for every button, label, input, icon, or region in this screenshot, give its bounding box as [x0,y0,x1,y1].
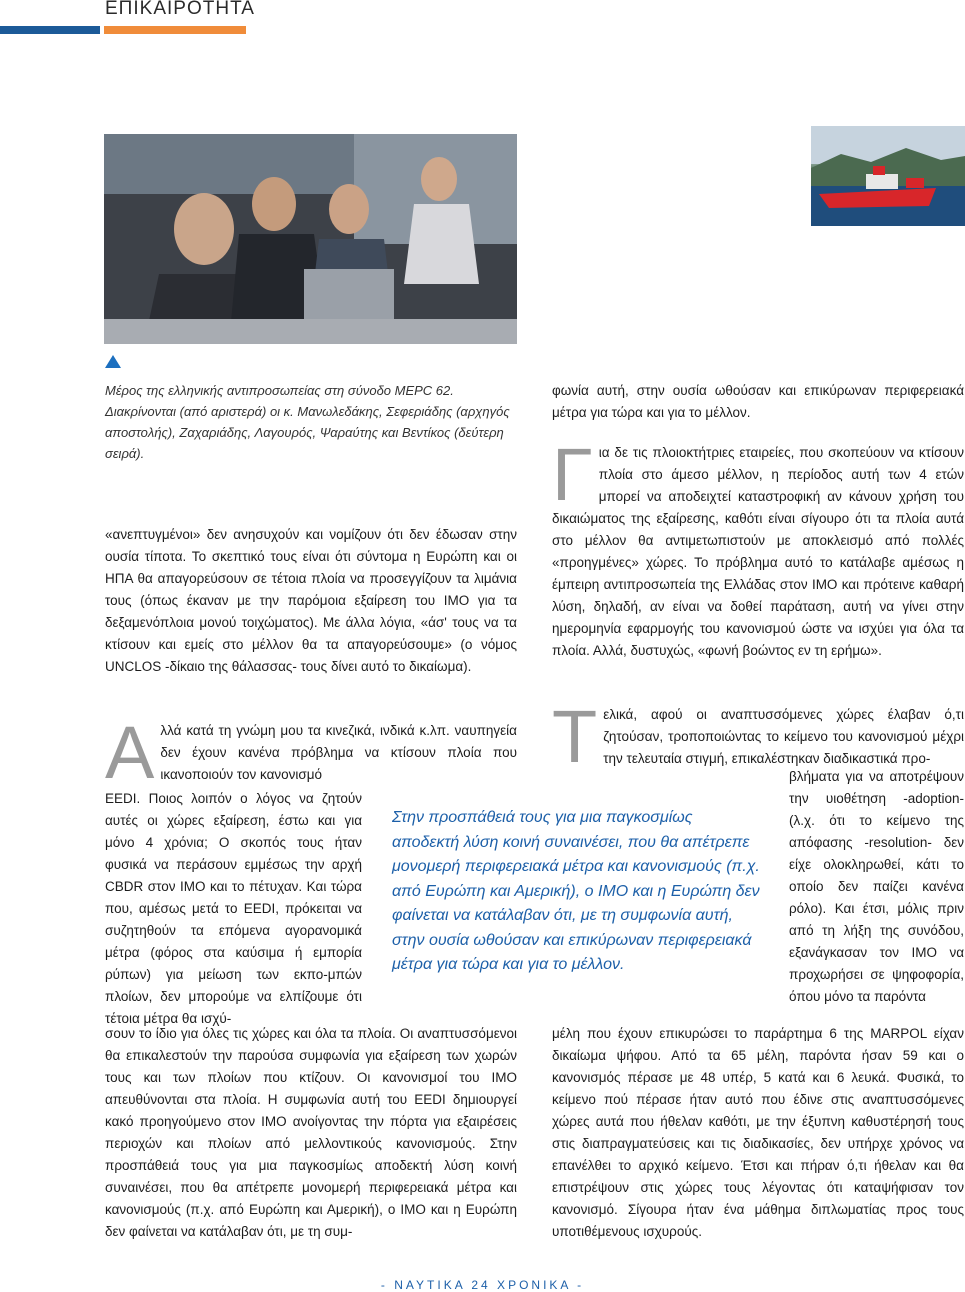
page-footer: - ΝΑΥΤΙΚΑ 24 ΧΡΟΝΙΚΑ - [380,1278,585,1292]
drop-cap-alpha: Α [105,711,155,794]
right-paragraph-3-bottom: μέλη που έχουν επικυρώσει το παράρτημα 6 της MARPOL είχαν δικαίωμα ψήφου. Από τα 65 μέλη, παρόντα ήσαν 59 και ο κανονισμός πέρασε με 48 υπέρ, 5 κατά και 6 λευκά. Φυσικά, το κείμενο πού πέρασε ήταν αυτό που έδινε στις αναπτυσσόμενες χώρες αυτά που ήθελαν καθότι, με την έξυπνη καθυστέρησή τους στις διαπραγματεύσεις και τις διαδικασίες, δεν υπήρχε χρόνος να επανέλθει το αρχικό κείμενο. Έτσι και πήραν ό,τι ήθελαν και θα επιστρέψουν στις χώρες τους λέγοντας ότι καταψήφισαν τον κανονισμό. Σίγουρα ήταν ένα μάθημα διπλωματίας προς τους υποτιθέμενους ισχυρούς. [552,1026,964,1239]
header-bar-blue [0,26,100,34]
left-paragraph-2-top [105,711,517,794]
right-paragraph-3-lead: ελικά, αφού οι αναπτυσσόμενες χώρες έλαβαν ό,τι ζητούσαν, τροποποιώντας το κείμενο του κανονισμού μέχρι την τελευταία στιγμή, επικαλέστηκαν διαδικαστικά προ- [603,707,964,766]
left-paragraph-1: «ανεπτυγμένοι» δεν ανησυχούν και νομίζουν ότι δεν έδωσαν στην ουσία τίποτα. Το σκεπτικό τους είναι ότι σύντομα η Ευρώπη και οι ΗΠΑ θα απαγορεύσουν σε τέτοια πλοία να προσεγγίζουν τα λιμάνια τους (όπως έκαναν με την παρόμοια εξαίρεση του ΙΜΟ για τα δεξαμενόπλοια μονού τοιχώματος). Με άλλα λόγια, «άσ' τους να τα κτίσουν και εμείς στο μέλλον θα τα απαγορεύσουμε» (ο νόμος UNCLOS -δίκαιο της θάλασσας- τους δίνει αυτό το δικαίωμα). [105,527,517,674]
photo-caption: Μέρος της ελληνικής αντιπροσωπείας στη σύνοδο MEPC 62. Διακρίνονται (από αριστερά) οι κ. Μανωλεδάκης, Σεφεριάδης (αρχηγός αποστολής), Ζαχαριάδης, Λαγουρός, Ψαραύτης και Βεντίκος (δεύτερη σειρά). [105,383,510,461]
ship-photo [811,126,965,226]
left-paragraph-2-lead: λλά κατά τη γνώμη μου τα κινεζικά, ινδικά κ.λπ. ναυπηγεία δεν έχουν κανένα πρόβλημα να κτίσουν πλοία που ικανοποιούν τον κανονισμό [160,723,517,782]
right-paragraph-3-narrow: βλήματα για να αποτρέψουν την υιοθέτηση -adoption- (λ.χ. ότι το κείμενο της απόφασης -resolution- δεν είχε ολοκληρωθεί, κάτι το οποίο δεν παίζει κανένα ρόλο). Και έτσι, μόλις πριν από τη λήξη της συνόδου, εξανάγκασαν τον ΙΜΟ να προχωρήσει σε ψηφοφορία, όπου μόνο τα παρόντα [789,769,964,1004]
right-paragraph-1: φωνία αυτή, στην ουσία ωθούσαν και επικύρωναν περιφερειακά μέτρα για τώρα και για το μέλλον. [552,383,964,420]
pull-quote: Στην προσπάθειά τους για μια παγκοσμίως αποδεκτή λύση κοινή συναινέσει, που θα απέτρεπε μονομερή περιφερειακά μέτρα και κανονισμούς (π.χ. από Ευρώπη και Αμερική), ο ΙΜΟ και η Ευρώπη δεν φαίνεται να κατάλαβαν ότι, με τη συμφωνία αυτή, στην ουσία ωθούσαν και επικύρωναν περιφερειακά μέτρα για τώρα και για το μέλλον. [392,809,760,973]
drop-cap-tau: Τ [552,695,598,778]
drop-cap-gamma: Γ [552,433,593,516]
section-title: ΕΠΙΚΑΙΡΟΤΗΤΑ [105,0,255,19]
right-paragraph-3-top [552,695,964,778]
delegation-photo [104,134,517,344]
left-paragraph-2-bottom: σουν το ίδιο για όλες τις χώρες και όλα τα πλοία. Οι αναπτυσσόμενοι θα επικαλεστούν την παρούσα συμφωνία για εξαίρεση των χωρών τους και των πλοίων που κτίζουν. Οι κανονισμοί του ΙΜΟ απευθύνονται στα πλοία. Η συμφωνία αυτή του EEDI δημιουργεί κακό προηγούμενο στον ΙΜΟ ανοίγοντας την πόρτα για εξαιρέσεις περιοχών και πλοίων από μελλοντικούς κανονισμούς. Στην προσπάθειά τους για μια παγκοσμίως αποδεκτή λύση κοινή συναινέσει, που θα απέτρεπε μονομερή περιφερειακά μέτρα και κανονισμούς (π.χ. από Ευρώπη και Αμερική), ο ΙΜΟ και η Ευρώπη δεν φαίνεται να κατάλαβαν ότι, με τη συμ- [105,1026,517,1239]
right-paragraph-2 [552,433,964,662]
caption-marker-icon [105,355,121,368]
delegation-photo-illustration [104,134,517,344]
left-paragraph-2-middle: EEDI. Ποιος λοιπόν ο λόγος να ζητούν αυτές οι χώρες εξαίρεση, έστω και για μόνο 4 χρόνια; Ο σκοπός τους ήταν φυσικά να περάσουν εμμέσως την αρχή CBDR στον ΙΜΟ και το πέτυχαν. Και τώρα που, αμέσως μετά το EEDI, πρόκειται να συζητηθούν τα επόμενα αγορανομικά μέτρα (φόρος στα καύσιμα ή εμπορία ρύπων) για μείωση των εκπο-μπών πλοίων, δεν μπορούμε να ελπίζουμε ότι τέτοια μέτρα θα ισχύ- [105,791,362,1026]
right-paragraph-2-text: ια δε τις πλοιοκτήτριες εταιρείες, που σκοπεύουν να κτίσουν πλοία στο άμεσο μέλλον, η περίοδος αυτή των 4 ετών μπορεί να αποδειχτεί καταστροφική αν κάνουν χρήση του δικαιώματος της εξαίρεσης, καθότι είναι σίγουρο ότι τα πλοία αυτά στο μέλλον θα αντιμετωπιστούν με αποκλεισμό από πολλές «προηγμένες» χώρες. Το πρόβλημα αυτό το κατάλαβε αμέσως η έμπειρη αντιπροσωπεία της Ελλάδας στον ΙΜΟ και πρότεινε καθαρή λύση, δηλαδή, αν είναι να δοθεί παράταση, αυτή να γίνει στην ημερομηνία εφαρμογής του κανονισμού ώστε να ισχύει για όλα τα πλοία. Αλλά, δυστυχώς, «φωνή βοώντος εν τη ερήμω». [552,445,964,658]
header-bar-orange [104,26,246,34]
ship-photo-illustration [811,126,965,226]
